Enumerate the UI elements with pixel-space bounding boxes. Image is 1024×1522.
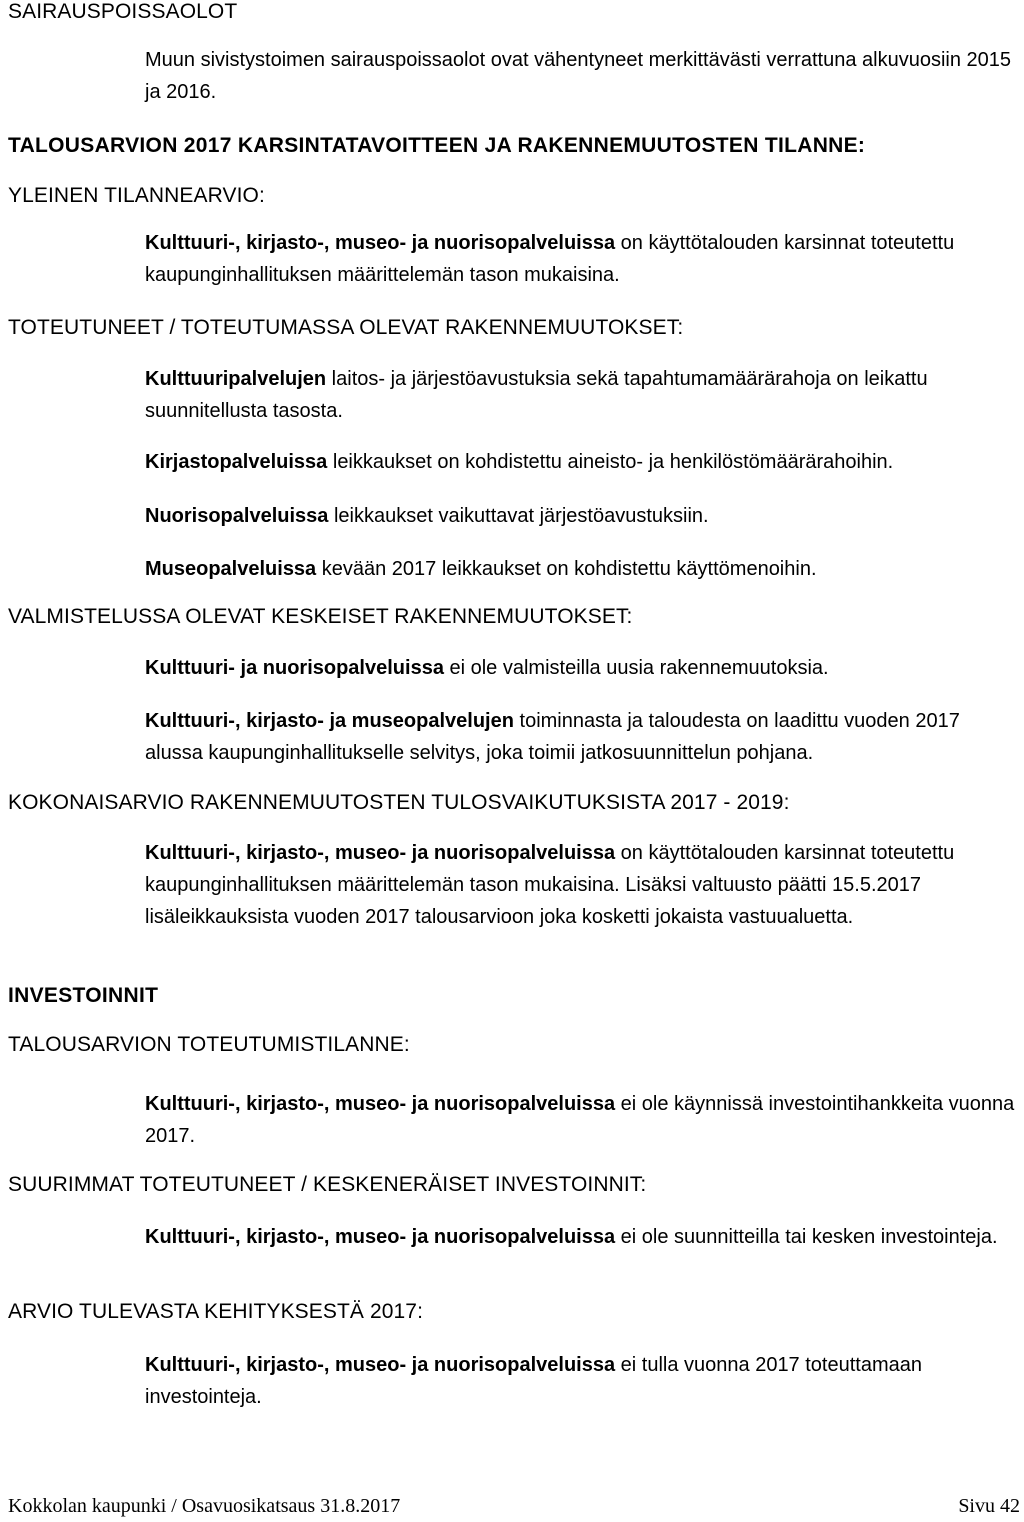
paragraph-text: Muun sivistystoimen sairauspoissaolot ovat vähentyneet merkittävästi verrattuna alkuvuosiin 2015 ja 2016. xyxy=(145,49,1011,103)
footer-document-title: Kokkolan kaupunki / Osavuosikatsaus 31.8.2017 xyxy=(8,1495,401,1517)
paragraph-investment-status xyxy=(145,1088,1015,1152)
paragraph-overall xyxy=(145,837,1015,933)
paragraph-culture-youth xyxy=(145,652,1015,684)
paragraph-text: ei ole käynnissä investointihankkeita vuonna 2017. xyxy=(145,1093,1015,1147)
heading-sick-leave: SAIRAUSPOISSAOLOT xyxy=(8,0,238,23)
paragraph-lead: Kulttuuripalvelujen xyxy=(145,368,327,390)
paragraph-text: ei ole suunnitteilla tai kesken investointeja. xyxy=(615,1226,998,1248)
heading-general-assessment: YLEINEN TILANNEARVIO: xyxy=(8,184,265,207)
heading-overall-assessment: KOKONAISARVIO RAKENNEMUUTOSTEN TULOSVAIKUTUKSISTA 2017 - 2019: xyxy=(8,791,790,814)
paragraph-text: laitos- ja järjestöavustuksia sekä tapahtumamäärärahoja on leikattu suunnitellusta tasosta. xyxy=(145,368,928,422)
paragraph-text: toiminnasta ja taloudesta on laadittu vuoden 2017 alussa kaupunginhallitukselle selvitys, joka toimii jatkosuunnittelun pohjana. xyxy=(145,710,960,764)
paragraph-lead: Kulttuuri-, kirjasto-, museo- ja nuorisopalveluissa xyxy=(145,1093,616,1115)
paragraph-lead: Nuorisopalveluissa xyxy=(145,505,329,527)
paragraph-sick-leave xyxy=(145,44,1015,108)
paragraph-general xyxy=(145,227,1015,291)
paragraph-text: ei ole valmisteilla uusia rakennemuutoksia. xyxy=(443,657,829,679)
heading-realized-changes: TOTEUTUNEET / TOTEUTUMASSA OLEVAT RAKENNEMUUTOKSET: xyxy=(8,316,684,339)
paragraph-text: on käyttötalouden karsinnat toteutettu kaupunginhallituksen määrittelemän tason mukaisina. xyxy=(145,232,955,286)
paragraph-text: leikkaukset vaikuttavat järjestöavustuksiin. xyxy=(328,505,709,527)
paragraph-text: leikkaukset on kohdistettu aineisto- ja henkilöstömäärärahoihin. xyxy=(327,451,894,473)
paragraph-culture-services xyxy=(145,363,1015,427)
paragraph-largest-investments xyxy=(145,1221,1015,1253)
paragraph-text: kevään 2017 leikkaukset on kohdistettu käyttömenoihin. xyxy=(316,558,817,580)
paragraph-lead: Kulttuuri-, kirjasto- ja museopalvelujen xyxy=(145,710,514,732)
paragraph-lead: Kulttuuri- ja nuorisopalveluissa xyxy=(145,657,444,679)
footer-page-number: Sivu 42 xyxy=(958,1495,1020,1517)
paragraph-lead: Kulttuuri-, kirjasto-, museo- ja nuorisopalveluissa xyxy=(145,1354,616,1376)
heading-preparing-changes: VALMISTELUSSA OLEVAT KESKEISET RAKENNEMUUTOKSET: xyxy=(8,605,633,628)
paragraph-library-services xyxy=(145,446,1015,478)
paragraph-museum-services xyxy=(145,553,1015,585)
heading-outlook: ARVIO TULEVASTA KEHITYKSESTÄ 2017: xyxy=(8,1300,424,1323)
paragraph-lead: Kirjastopalveluissa xyxy=(145,451,328,473)
paragraph-text: on käyttötalouden karsinnat toteutettu kaupunginhallituksen määrittelemän tason mukaisina. Lisäksi valtuusto päätti 15.5.2017 lisäleikkauksista vuoden 2017 talousarvioon joka kosketti jokaista vastuualuetta. xyxy=(145,842,955,928)
paragraph-lead: Kulttuuri-, kirjasto-, museo- ja nuorisopalveluissa xyxy=(145,1226,616,1248)
paragraph-culture-library-museum xyxy=(145,705,1015,769)
paragraph-lead: Kulttuuri-, kirjasto-, museo- ja nuorisopalveluissa xyxy=(145,842,616,864)
heading-investment-status: TALOUSARVION TOTEUTUMISTILANNE: xyxy=(8,1033,410,1056)
paragraph-youth-services xyxy=(145,500,1015,532)
paragraph-lead: Kulttuuri-, kirjasto-, museo- ja nuorisopalveluissa xyxy=(145,232,616,254)
heading-budget-status: TALOUSARVION 2017 KARSINTATAVOITTEEN JA RAKENNEMUUTOSTEN TILANNE: xyxy=(8,134,866,157)
paragraph-text: ei tulla vuonna 2017 toteuttamaan investointeja. xyxy=(145,1354,922,1408)
heading-investments: INVESTOINNIT xyxy=(8,984,159,1007)
heading-largest-investments: SUURIMMAT TOTEUTUNEET / KESKENERÄISET INVESTOINNIT: xyxy=(8,1173,647,1196)
paragraph-lead: Museopalveluissa xyxy=(145,558,317,580)
paragraph-outlook xyxy=(145,1349,1015,1413)
